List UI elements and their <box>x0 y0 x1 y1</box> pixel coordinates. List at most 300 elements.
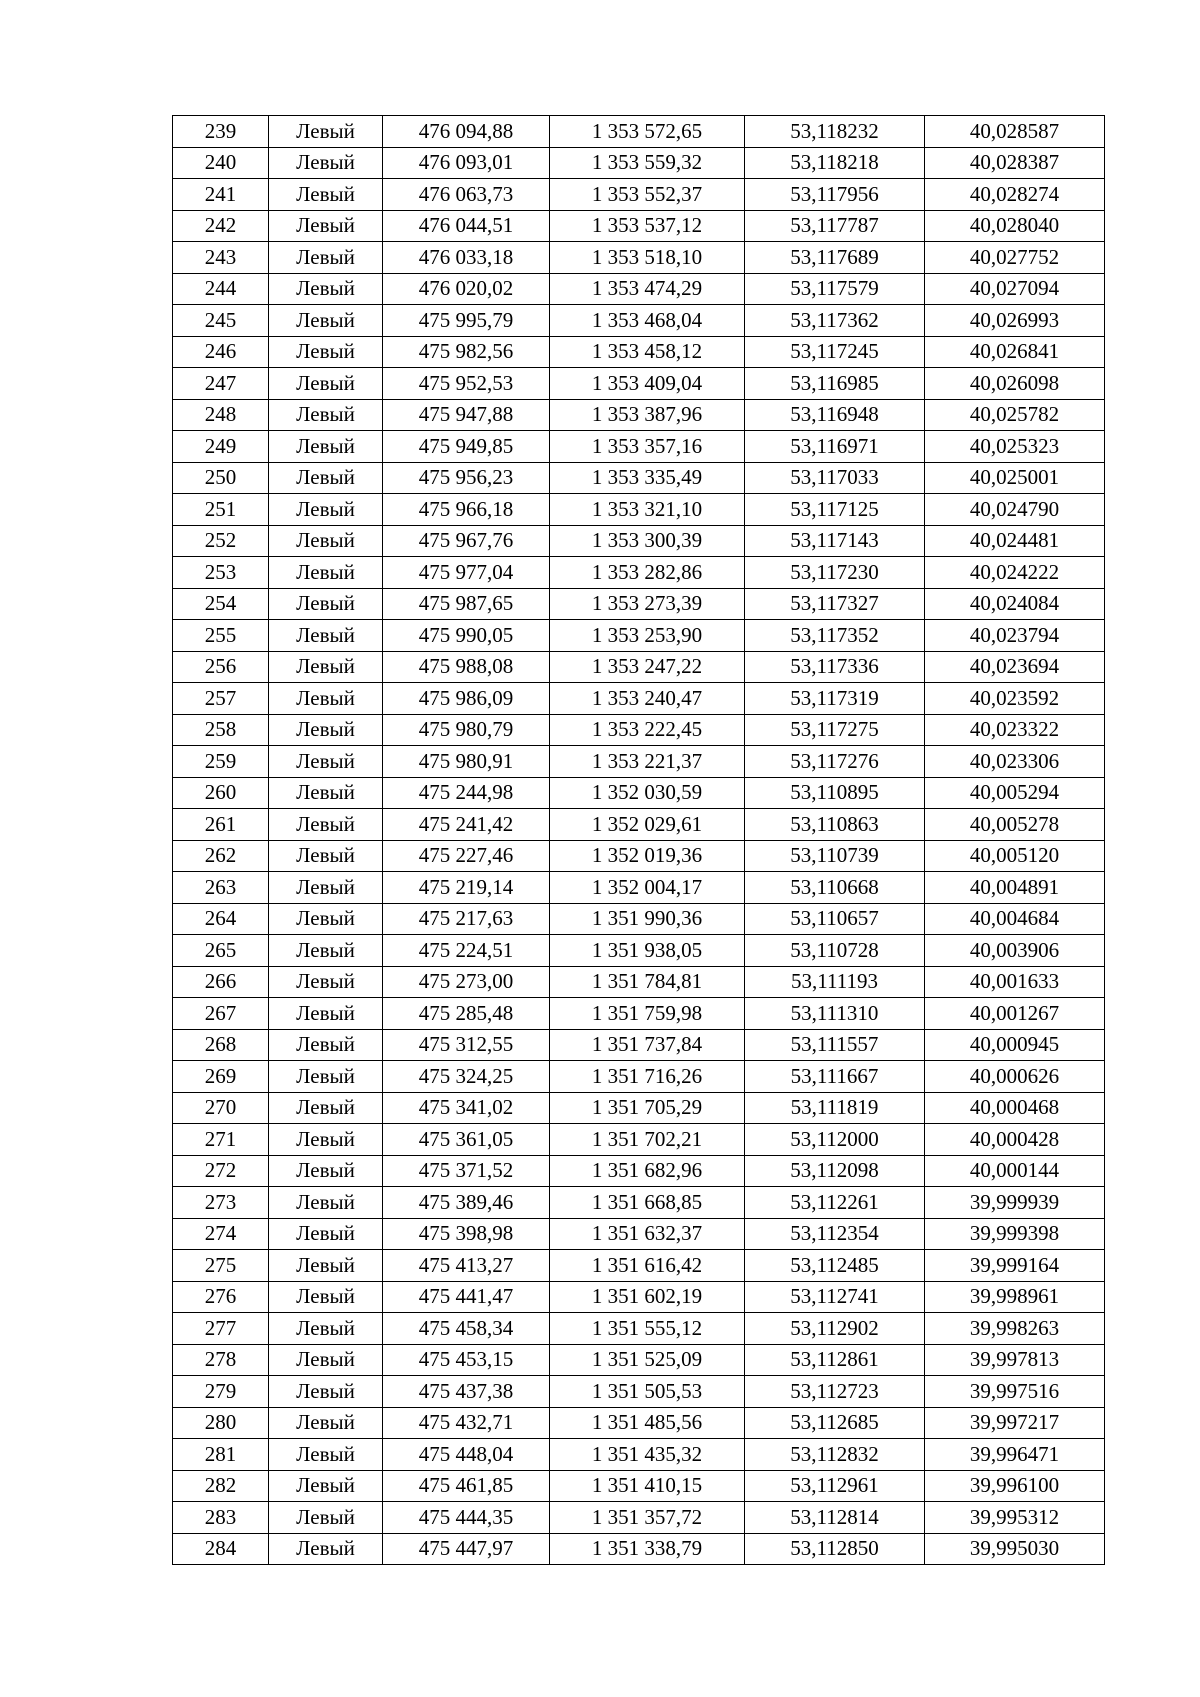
longitude-cell: 40,024481 <box>925 525 1105 557</box>
x-coordinate-cell: 475 389,46 <box>383 1187 550 1219</box>
table-row <box>173 872 1105 904</box>
side-cell: Левый <box>269 116 383 148</box>
x-coordinate-cell: 475 947,88 <box>383 399 550 431</box>
latitude-cell: 53,117352 <box>745 620 925 652</box>
point-number-cell: 252 <box>173 525 269 557</box>
y-coordinate-cell: 1 353 300,39 <box>550 525 745 557</box>
y-coordinate-cell: 1 353 518,10 <box>550 242 745 274</box>
table-row <box>173 210 1105 242</box>
side-cell: Левый <box>269 935 383 967</box>
x-coordinate-cell: 475 453,15 <box>383 1344 550 1376</box>
x-coordinate-cell: 475 437,38 <box>383 1376 550 1408</box>
latitude-cell: 53,111310 <box>745 998 925 1030</box>
y-coordinate-cell: 1 352 019,36 <box>550 840 745 872</box>
longitude-cell: 39,995312 <box>925 1502 1105 1534</box>
point-number-cell: 250 <box>173 462 269 494</box>
y-coordinate-cell: 1 353 221,37 <box>550 746 745 778</box>
longitude-cell: 40,004891 <box>925 872 1105 904</box>
side-cell: Левый <box>269 1218 383 1250</box>
point-number-cell: 247 <box>173 368 269 400</box>
point-number-cell: 282 <box>173 1470 269 1502</box>
y-coordinate-cell: 1 351 435,32 <box>550 1439 745 1471</box>
point-number-cell: 272 <box>173 1155 269 1187</box>
latitude-cell: 53,112961 <box>745 1470 925 1502</box>
x-coordinate-cell: 475 995,79 <box>383 305 550 337</box>
table-row <box>173 809 1105 841</box>
x-coordinate-cell: 475 987,65 <box>383 588 550 620</box>
y-coordinate-cell: 1 353 247,22 <box>550 651 745 683</box>
y-coordinate-cell: 1 351 338,79 <box>550 1533 745 1565</box>
longitude-cell: 40,005278 <box>925 809 1105 841</box>
longitude-cell: 39,999398 <box>925 1218 1105 1250</box>
longitude-cell: 39,997516 <box>925 1376 1105 1408</box>
table-row <box>173 1470 1105 1502</box>
point-number-cell: 268 <box>173 1029 269 1061</box>
side-cell: Левый <box>269 966 383 998</box>
table-row <box>173 620 1105 652</box>
point-number-cell: 244 <box>173 273 269 305</box>
table-row <box>173 746 1105 778</box>
y-coordinate-cell: 1 351 990,36 <box>550 903 745 935</box>
table-row <box>173 179 1105 211</box>
longitude-cell: 40,028387 <box>925 147 1105 179</box>
latitude-cell: 53,117319 <box>745 683 925 715</box>
x-coordinate-cell: 475 241,42 <box>383 809 550 841</box>
latitude-cell: 53,117033 <box>745 462 925 494</box>
latitude-cell: 53,116985 <box>745 368 925 400</box>
longitude-cell: 40,026098 <box>925 368 1105 400</box>
longitude-cell: 39,998961 <box>925 1281 1105 1313</box>
side-cell: Левый <box>269 179 383 211</box>
longitude-cell: 40,023694 <box>925 651 1105 683</box>
latitude-cell: 53,112741 <box>745 1281 925 1313</box>
side-cell: Левый <box>269 1250 383 1282</box>
point-number-cell: 274 <box>173 1218 269 1250</box>
table-row <box>173 525 1105 557</box>
table-row <box>173 1061 1105 1093</box>
y-coordinate-cell: 1 351 525,09 <box>550 1344 745 1376</box>
point-number-cell: 276 <box>173 1281 269 1313</box>
point-number-cell: 265 <box>173 935 269 967</box>
side-cell: Левый <box>269 399 383 431</box>
table-row <box>173 966 1105 998</box>
table-row <box>173 1281 1105 1313</box>
side-cell: Левый <box>269 1502 383 1534</box>
x-coordinate-cell: 475 441,47 <box>383 1281 550 1313</box>
point-number-cell: 260 <box>173 777 269 809</box>
y-coordinate-cell: 1 351 938,05 <box>550 935 745 967</box>
point-number-cell: 271 <box>173 1124 269 1156</box>
longitude-cell: 40,023306 <box>925 746 1105 778</box>
y-coordinate-cell: 1 353 468,04 <box>550 305 745 337</box>
longitude-cell: 40,000468 <box>925 1092 1105 1124</box>
longitude-cell: 39,996471 <box>925 1439 1105 1471</box>
table-row <box>173 1029 1105 1061</box>
longitude-cell: 40,024084 <box>925 588 1105 620</box>
point-number-cell: 242 <box>173 210 269 242</box>
longitude-cell: 40,024222 <box>925 557 1105 589</box>
latitude-cell: 53,112354 <box>745 1218 925 1250</box>
latitude-cell: 53,117689 <box>745 242 925 274</box>
x-coordinate-cell: 475 224,51 <box>383 935 550 967</box>
x-coordinate-cell: 475 341,02 <box>383 1092 550 1124</box>
longitude-cell: 40,000428 <box>925 1124 1105 1156</box>
latitude-cell: 53,112098 <box>745 1155 925 1187</box>
point-number-cell: 266 <box>173 966 269 998</box>
longitude-cell: 40,025782 <box>925 399 1105 431</box>
latitude-cell: 53,117275 <box>745 714 925 746</box>
side-cell: Левый <box>269 210 383 242</box>
x-coordinate-cell: 475 398,98 <box>383 1218 550 1250</box>
side-cell: Левый <box>269 462 383 494</box>
longitude-cell: 40,025323 <box>925 431 1105 463</box>
table-row <box>173 557 1105 589</box>
table-row <box>173 1439 1105 1471</box>
x-coordinate-cell: 475 949,85 <box>383 431 550 463</box>
table-row <box>173 116 1105 148</box>
latitude-cell: 53,117362 <box>745 305 925 337</box>
y-coordinate-cell: 1 353 273,39 <box>550 588 745 620</box>
latitude-cell: 53,117245 <box>745 336 925 368</box>
y-coordinate-cell: 1 351 616,42 <box>550 1250 745 1282</box>
y-coordinate-cell: 1 351 682,96 <box>550 1155 745 1187</box>
x-coordinate-cell: 475 324,25 <box>383 1061 550 1093</box>
table-row <box>173 1313 1105 1345</box>
latitude-cell: 53,117787 <box>745 210 925 242</box>
y-coordinate-cell: 1 353 357,16 <box>550 431 745 463</box>
y-coordinate-cell: 1 353 409,04 <box>550 368 745 400</box>
side-cell: Левый <box>269 305 383 337</box>
point-number-cell: 258 <box>173 714 269 746</box>
y-coordinate-cell: 1 353 335,49 <box>550 462 745 494</box>
x-coordinate-cell: 476 020,02 <box>383 273 550 305</box>
table-row <box>173 588 1105 620</box>
x-coordinate-cell: 475 458,34 <box>383 1313 550 1345</box>
coordinates-table-body <box>173 116 1105 1565</box>
table-row <box>173 1155 1105 1187</box>
table-row <box>173 1124 1105 1156</box>
longitude-cell: 40,028274 <box>925 179 1105 211</box>
y-coordinate-cell: 1 353 282,86 <box>550 557 745 589</box>
table-row <box>173 1250 1105 1282</box>
table-row <box>173 683 1105 715</box>
longitude-cell: 40,027752 <box>925 242 1105 274</box>
latitude-cell: 53,112850 <box>745 1533 925 1565</box>
longitude-cell: 40,028040 <box>925 210 1105 242</box>
table-row <box>173 840 1105 872</box>
latitude-cell: 53,118218 <box>745 147 925 179</box>
y-coordinate-cell: 1 351 410,15 <box>550 1470 745 1502</box>
y-coordinate-cell: 1 351 357,72 <box>550 1502 745 1534</box>
x-coordinate-cell: 475 273,00 <box>383 966 550 998</box>
y-coordinate-cell: 1 351 602,19 <box>550 1281 745 1313</box>
x-coordinate-cell: 475 956,23 <box>383 462 550 494</box>
longitude-cell: 39,997813 <box>925 1344 1105 1376</box>
side-cell: Левый <box>269 651 383 683</box>
table-row <box>173 1533 1105 1565</box>
x-coordinate-cell: 476 094,88 <box>383 116 550 148</box>
longitude-cell: 40,001267 <box>925 998 1105 1030</box>
x-coordinate-cell: 475 413,27 <box>383 1250 550 1282</box>
side-cell: Левый <box>269 368 383 400</box>
x-coordinate-cell: 475 980,79 <box>383 714 550 746</box>
side-cell: Левый <box>269 1533 383 1565</box>
y-coordinate-cell: 1 351 632,37 <box>550 1218 745 1250</box>
latitude-cell: 53,110668 <box>745 872 925 904</box>
y-coordinate-cell: 1 353 537,12 <box>550 210 745 242</box>
table-row <box>173 651 1105 683</box>
latitude-cell: 53,118232 <box>745 116 925 148</box>
table-row <box>173 273 1105 305</box>
longitude-cell: 40,005294 <box>925 777 1105 809</box>
point-number-cell: 278 <box>173 1344 269 1376</box>
point-number-cell: 254 <box>173 588 269 620</box>
x-coordinate-cell: 475 986,09 <box>383 683 550 715</box>
table-row <box>173 714 1105 746</box>
side-cell: Левый <box>269 620 383 652</box>
longitude-cell: 40,004684 <box>925 903 1105 935</box>
y-coordinate-cell: 1 351 737,84 <box>550 1029 745 1061</box>
longitude-cell: 39,998263 <box>925 1313 1105 1345</box>
y-coordinate-cell: 1 353 253,90 <box>550 620 745 652</box>
latitude-cell: 53,110739 <box>745 840 925 872</box>
point-number-cell: 281 <box>173 1439 269 1471</box>
point-number-cell: 251 <box>173 494 269 526</box>
x-coordinate-cell: 476 063,73 <box>383 179 550 211</box>
y-coordinate-cell: 1 353 321,10 <box>550 494 745 526</box>
side-cell: Левый <box>269 1470 383 1502</box>
point-number-cell: 262 <box>173 840 269 872</box>
longitude-cell: 40,023794 <box>925 620 1105 652</box>
y-coordinate-cell: 1 353 387,96 <box>550 399 745 431</box>
point-number-cell: 245 <box>173 305 269 337</box>
x-coordinate-cell: 475 967,76 <box>383 525 550 557</box>
x-coordinate-cell: 475 966,18 <box>383 494 550 526</box>
latitude-cell: 53,117956 <box>745 179 925 211</box>
latitude-cell: 53,112685 <box>745 1407 925 1439</box>
table-row <box>173 147 1105 179</box>
longitude-cell: 40,000626 <box>925 1061 1105 1093</box>
y-coordinate-cell: 1 353 222,45 <box>550 714 745 746</box>
point-number-cell: 284 <box>173 1533 269 1565</box>
point-number-cell: 240 <box>173 147 269 179</box>
side-cell: Левый <box>269 336 383 368</box>
point-number-cell: 275 <box>173 1250 269 1282</box>
side-cell: Левый <box>269 903 383 935</box>
x-coordinate-cell: 475 285,48 <box>383 998 550 1030</box>
y-coordinate-cell: 1 353 458,12 <box>550 336 745 368</box>
x-coordinate-cell: 475 219,14 <box>383 872 550 904</box>
point-number-cell: 259 <box>173 746 269 778</box>
table-row <box>173 494 1105 526</box>
longitude-cell: 39,995030 <box>925 1533 1105 1565</box>
longitude-cell: 39,996100 <box>925 1470 1105 1502</box>
coordinates-table <box>172 115 1105 1565</box>
side-cell: Левый <box>269 1313 383 1345</box>
point-number-cell: 253 <box>173 557 269 589</box>
table-row <box>173 998 1105 1030</box>
latitude-cell: 53,117143 <box>745 525 925 557</box>
table-row <box>173 305 1105 337</box>
longitude-cell: 40,023322 <box>925 714 1105 746</box>
side-cell: Левый <box>269 1061 383 1093</box>
x-coordinate-cell: 475 952,53 <box>383 368 550 400</box>
point-number-cell: 264 <box>173 903 269 935</box>
point-number-cell: 249 <box>173 431 269 463</box>
y-coordinate-cell: 1 351 705,29 <box>550 1092 745 1124</box>
longitude-cell: 40,026841 <box>925 336 1105 368</box>
side-cell: Левый <box>269 809 383 841</box>
table-row <box>173 903 1105 935</box>
x-coordinate-cell: 475 977,04 <box>383 557 550 589</box>
latitude-cell: 53,112723 <box>745 1376 925 1408</box>
point-number-cell: 255 <box>173 620 269 652</box>
x-coordinate-cell: 475 227,46 <box>383 840 550 872</box>
point-number-cell: 283 <box>173 1502 269 1534</box>
x-coordinate-cell: 475 361,05 <box>383 1124 550 1156</box>
x-coordinate-cell: 475 461,85 <box>383 1470 550 1502</box>
longitude-cell: 40,024790 <box>925 494 1105 526</box>
side-cell: Левый <box>269 525 383 557</box>
side-cell: Левый <box>269 1092 383 1124</box>
point-number-cell: 263 <box>173 872 269 904</box>
table-row <box>173 1092 1105 1124</box>
side-cell: Левый <box>269 1407 383 1439</box>
latitude-cell: 53,116948 <box>745 399 925 431</box>
point-number-cell: 280 <box>173 1407 269 1439</box>
x-coordinate-cell: 475 217,63 <box>383 903 550 935</box>
point-number-cell: 243 <box>173 242 269 274</box>
longitude-cell: 40,025001 <box>925 462 1105 494</box>
table-row <box>173 336 1105 368</box>
point-number-cell: 279 <box>173 1376 269 1408</box>
table-row <box>173 399 1105 431</box>
y-coordinate-cell: 1 351 759,98 <box>550 998 745 1030</box>
latitude-cell: 53,112832 <box>745 1439 925 1471</box>
side-cell: Левый <box>269 557 383 589</box>
latitude-cell: 53,110863 <box>745 809 925 841</box>
side-cell: Левый <box>269 494 383 526</box>
table-row <box>173 368 1105 400</box>
latitude-cell: 53,116971 <box>745 431 925 463</box>
side-cell: Левый <box>269 431 383 463</box>
x-coordinate-cell: 476 093,01 <box>383 147 550 179</box>
side-cell: Левый <box>269 1344 383 1376</box>
longitude-cell: 40,000144 <box>925 1155 1105 1187</box>
y-coordinate-cell: 1 351 716,26 <box>550 1061 745 1093</box>
point-number-cell: 277 <box>173 1313 269 1345</box>
side-cell: Левый <box>269 1281 383 1313</box>
side-cell: Левый <box>269 1187 383 1219</box>
table-row <box>173 1376 1105 1408</box>
x-coordinate-cell: 476 044,51 <box>383 210 550 242</box>
latitude-cell: 53,112261 <box>745 1187 925 1219</box>
side-cell: Левый <box>269 714 383 746</box>
x-coordinate-cell: 475 444,35 <box>383 1502 550 1534</box>
table-row <box>173 935 1105 967</box>
y-coordinate-cell: 1 352 030,59 <box>550 777 745 809</box>
x-coordinate-cell: 475 982,56 <box>383 336 550 368</box>
side-cell: Левый <box>269 872 383 904</box>
side-cell: Левый <box>269 1155 383 1187</box>
side-cell: Левый <box>269 746 383 778</box>
x-coordinate-cell: 475 990,05 <box>383 620 550 652</box>
latitude-cell: 53,112814 <box>745 1502 925 1534</box>
side-cell: Левый <box>269 147 383 179</box>
y-coordinate-cell: 1 353 552,37 <box>550 179 745 211</box>
side-cell: Левый <box>269 273 383 305</box>
point-number-cell: 256 <box>173 651 269 683</box>
latitude-cell: 53,110728 <box>745 935 925 967</box>
latitude-cell: 53,112485 <box>745 1250 925 1282</box>
table-row <box>173 242 1105 274</box>
table-row <box>173 1502 1105 1534</box>
latitude-cell: 53,112000 <box>745 1124 925 1156</box>
side-cell: Левый <box>269 1124 383 1156</box>
longitude-cell: 40,005120 <box>925 840 1105 872</box>
longitude-cell: 40,028587 <box>925 116 1105 148</box>
point-number-cell: 257 <box>173 683 269 715</box>
side-cell: Левый <box>269 998 383 1030</box>
latitude-cell: 53,111557 <box>745 1029 925 1061</box>
side-cell: Левый <box>269 683 383 715</box>
side-cell: Левый <box>269 588 383 620</box>
x-coordinate-cell: 475 448,04 <box>383 1439 550 1471</box>
x-coordinate-cell: 475 244,98 <box>383 777 550 809</box>
x-coordinate-cell: 475 980,91 <box>383 746 550 778</box>
y-coordinate-cell: 1 351 702,21 <box>550 1124 745 1156</box>
side-cell: Левый <box>269 242 383 274</box>
longitude-cell: 39,997217 <box>925 1407 1105 1439</box>
table-row <box>173 431 1105 463</box>
table-row <box>173 777 1105 809</box>
longitude-cell: 40,027094 <box>925 273 1105 305</box>
point-number-cell: 267 <box>173 998 269 1030</box>
y-coordinate-cell: 1 351 505,53 <box>550 1376 745 1408</box>
side-cell: Левый <box>269 840 383 872</box>
longitude-cell: 40,023592 <box>925 683 1105 715</box>
point-number-cell: 241 <box>173 179 269 211</box>
x-coordinate-cell: 475 988,08 <box>383 651 550 683</box>
x-coordinate-cell: 475 447,97 <box>383 1533 550 1565</box>
point-number-cell: 269 <box>173 1061 269 1093</box>
table-row <box>173 1218 1105 1250</box>
side-cell: Левый <box>269 777 383 809</box>
y-coordinate-cell: 1 353 572,65 <box>550 116 745 148</box>
table-row <box>173 1344 1105 1376</box>
longitude-cell: 39,999939 <box>925 1187 1105 1219</box>
latitude-cell: 53,117336 <box>745 651 925 683</box>
point-number-cell: 261 <box>173 809 269 841</box>
y-coordinate-cell: 1 353 240,47 <box>550 683 745 715</box>
y-coordinate-cell: 1 351 668,85 <box>550 1187 745 1219</box>
latitude-cell: 53,111193 <box>745 966 925 998</box>
y-coordinate-cell: 1 351 555,12 <box>550 1313 745 1345</box>
x-coordinate-cell: 476 033,18 <box>383 242 550 274</box>
y-coordinate-cell: 1 353 559,32 <box>550 147 745 179</box>
latitude-cell: 53,117579 <box>745 273 925 305</box>
y-coordinate-cell: 1 351 485,56 <box>550 1407 745 1439</box>
y-coordinate-cell: 1 352 029,61 <box>550 809 745 841</box>
x-coordinate-cell: 475 312,55 <box>383 1029 550 1061</box>
longitude-cell: 40,000945 <box>925 1029 1105 1061</box>
latitude-cell: 53,117230 <box>745 557 925 589</box>
latitude-cell: 53,117125 <box>745 494 925 526</box>
side-cell: Левый <box>269 1376 383 1408</box>
y-coordinate-cell: 1 351 784,81 <box>550 966 745 998</box>
longitude-cell: 40,003906 <box>925 935 1105 967</box>
table-row <box>173 1187 1105 1219</box>
